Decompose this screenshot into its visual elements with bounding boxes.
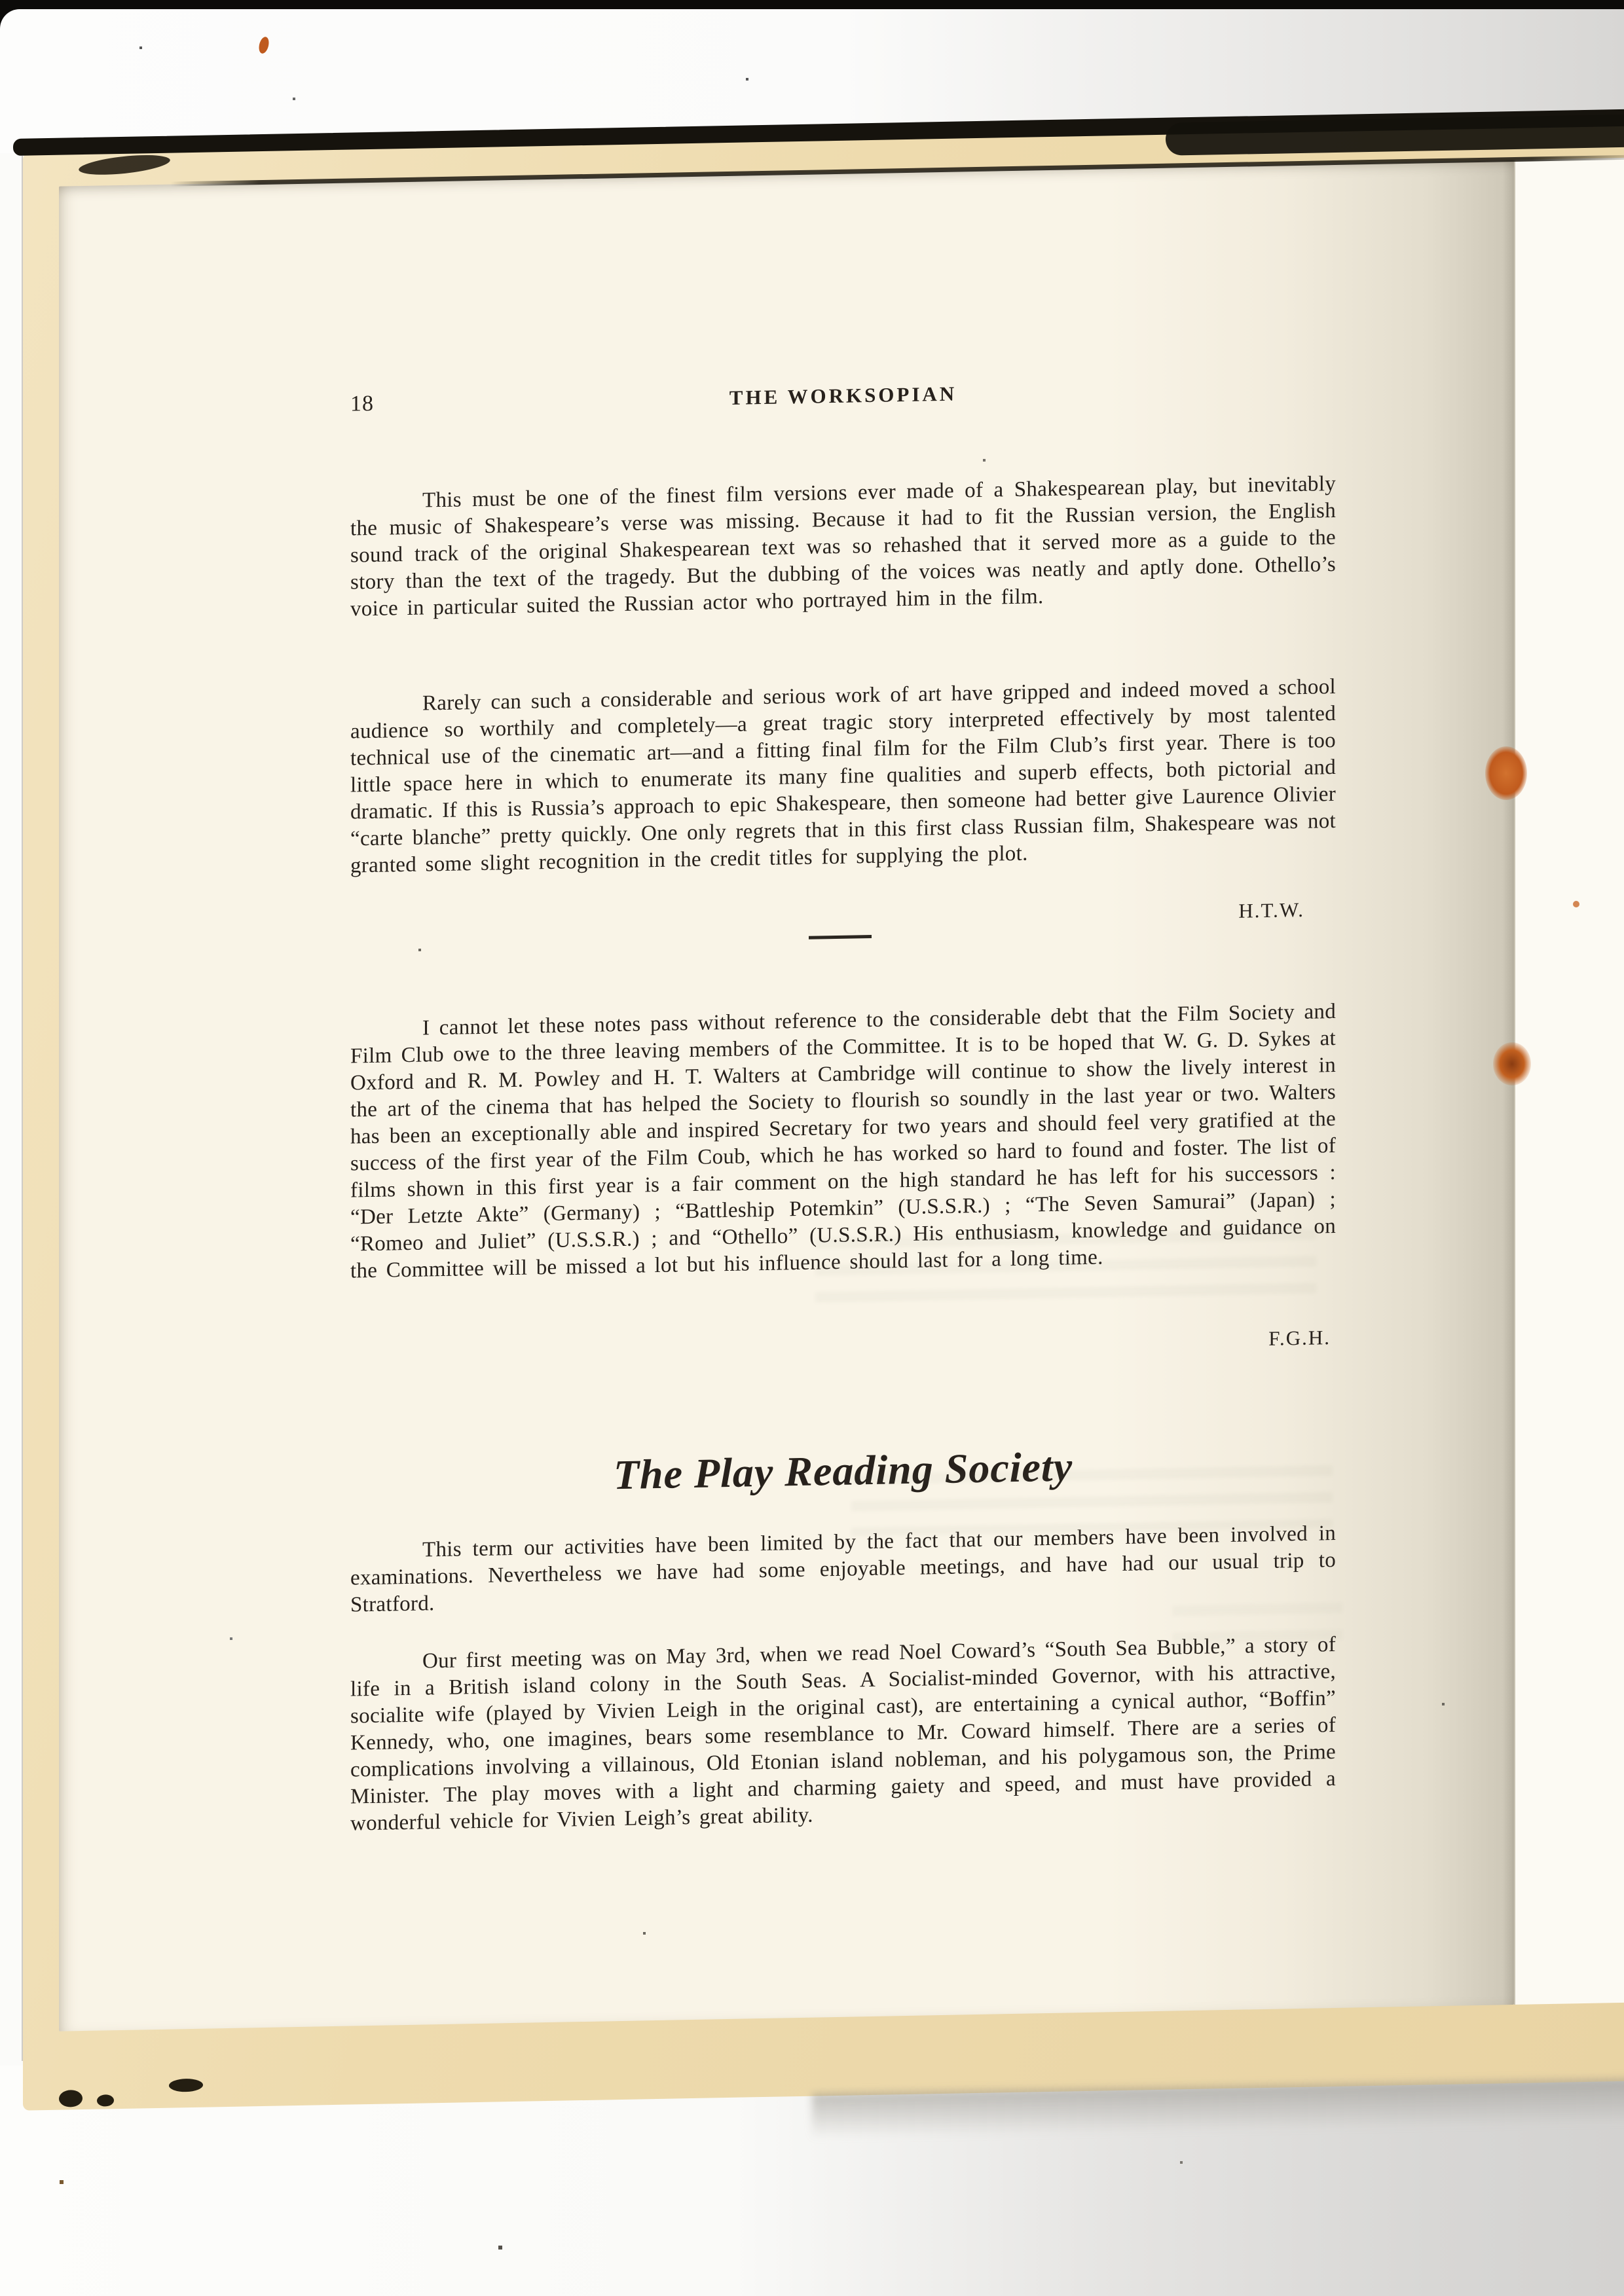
- printed-text-block: [350, 100, 1336, 2168]
- scanner-top-edge: [0, 0, 1624, 9]
- film-review-paragraph-1: This must be one of the finest film versions ever made of a Shakespearean play, but inevitably the music of Shakespeare’s verse was missing. Because it had to fit the Russian version, the English sound track of the original Shakespearean text was so rehashed that it served more as a guide to the story than the text of the tragedy. But the dubbing of the voices was neatly and aptly done. Othello’s voice in particular suited the Russian actor who portrayed him in the film.: [350, 471, 1336, 621]
- underlying-page-edges: [1514, 157, 1624, 2005]
- ink-bleed-through: [851, 1465, 1333, 1536]
- film-society-paragraph: I cannot let these notes pass without reference to the considerable debt that the Film Society and Film Club owe to the three leaving members of the Committee. It is to be hoped that W. G. D. Sykes at Oxford and R. M. Powley and H. T. Walters at Cambridge will continue to show the lively interest in the art of the cinema that has helped the Society to flourish so soundly in the last year or two. Walters has been an exceptionally able and inspired Secretary for two years and should feel very gratified at the success of the first year of the Film Coub, which he has worked so hard to found and foster. The list of films shown in this first year is a fair comment on the high standard he has left for his successors : “Der Letzte Akte” (Germany) ; “Battleship Potemkin” (U.S.S.R.) ; “The Seven Samurai” (Japan) ; “Romeo and Juliet” (U.S.S.R.) ; and “Othello” (U.S.S.R.) His enthusiasm, knowledge and guidance on the Committee will be missed a lot but his influence should last for a long time.: [350, 999, 1336, 1283]
- ink-bleed-through: [815, 1230, 1316, 1317]
- rust-stain: [1485, 746, 1527, 800]
- ink-bleed-through: [1172, 1603, 1342, 1658]
- section-divider-rule: [809, 935, 872, 939]
- signature-fgh: F.G.H.: [1268, 1326, 1331, 1350]
- magazine-title: THE WORKSOPIAN: [729, 382, 957, 409]
- rust-stain: [1493, 1042, 1531, 1085]
- section-title: The Play Reading Society: [613, 1443, 1073, 1499]
- play-society-paragraph-2: Our first meeting was on May 3rd, when we read Noel Coward’s “South Sea Bubble,” a story of life in a British island colony in the South Seas. A Socialist-minded Governor, with his attractive, socialite wife (played by Vivien Leigh in the original cast), are entertaining a cynical author, “Boffin” Kennedy, who, one imagines, bears some resemblance to Mr. Coward himself. There are a series of complications involving a villainous, Old Etonian island nobleman, and his polygamous son, the Prime Minister. The play moves with a light and charming gaiety and speed, and must have provided a wonderful vehicle for Vivien Leigh’s great ability.: [350, 1632, 1336, 1836]
- book: [13, 94, 1624, 2174]
- rust-stain: [1573, 901, 1579, 907]
- film-review-paragraph-2: Rarely can such a considerable and serious work of art have gripped and indeed moved a school audience so worthily and completely—a great tragic story interpreted effectively by most talented technical use of the cinematic art—and a fitting final film for the Film Club’s first year. There is too little space here in which to enumerate its many fine qualities and superb effects, both pictorial and dramatic. If this is Russia’s approach to epic Shakespeare, then someone had better give Laurence Olivier “carte blanche” pretty quickly. One only regrets that in this first class Russian film, Shakespeare was not granted some slight recognition in the credit titles for supplying the plot.: [350, 674, 1336, 878]
- dust-specks: [0, 0, 1, 1]
- page-number: 18: [350, 391, 374, 416]
- play-society-paragraph-1: This term our activities have been limited by the fact that our members have been involved in examinations. Nevertheless we have had some enjoyable meetings, and have had our usual trip to Stratford.: [350, 1521, 1336, 1617]
- signature-htw: H.T.W.: [1238, 898, 1304, 922]
- running-header: [350, 374, 1336, 421]
